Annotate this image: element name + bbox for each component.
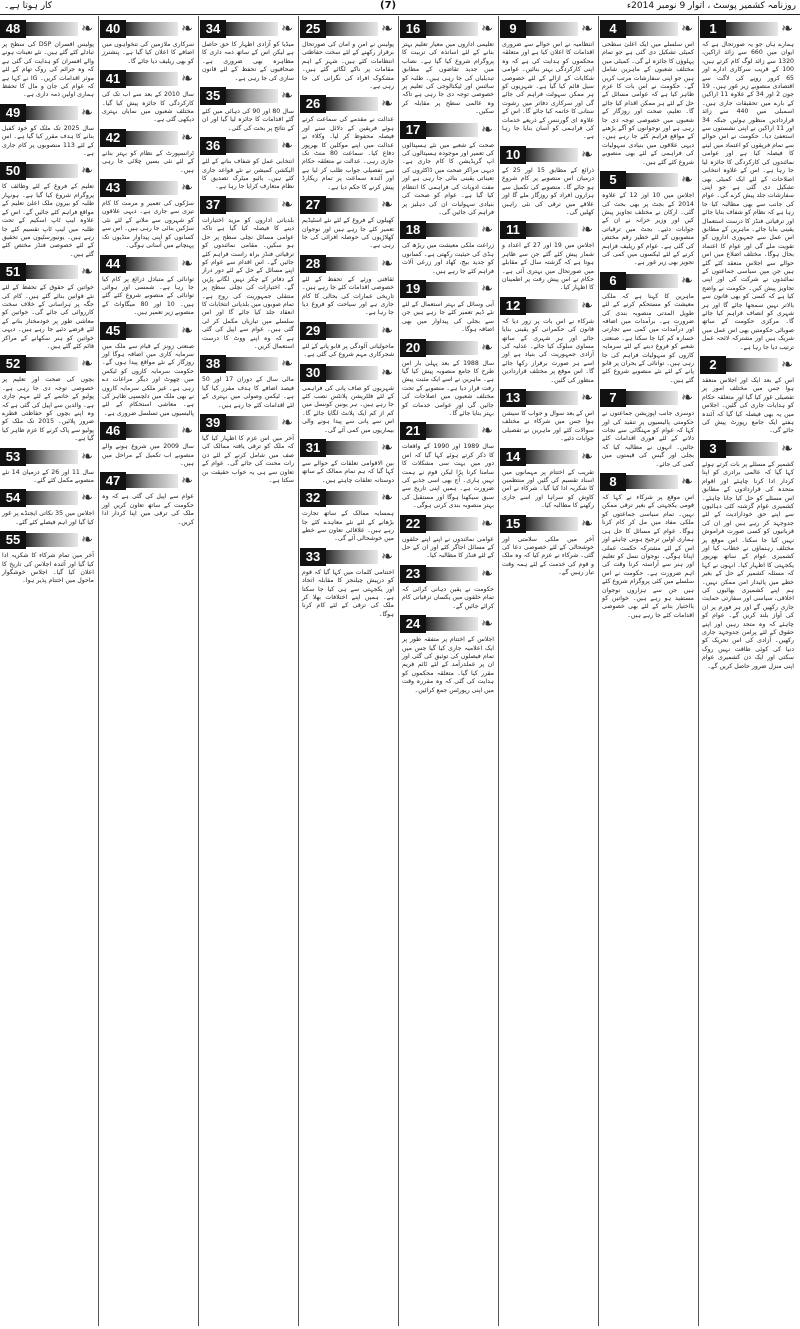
article-paragraph: آخر میں تمام شرکاء کا شکریہ ادا کیا گیا اور آئندہ اجلاس کی تاریخ کا اعلان کیا گیا۔ اجلاس خوشگوار ماحول میں اختتام پذیر ہوا۔ [2,552,94,585]
leaf-ornament-icon: ❧ [81,21,93,37]
header-gradient-bar [626,173,678,187]
article-paragraph: سال 2025 تک ملک کو خود کفیل بنانے کا ہدف مقرر کیا گیا ہے۔ اس کے لئے 113 منصوبوں پر کام جاری ہے۔ [2,124,94,158]
leaf-ornament-icon: ❧ [581,390,593,406]
question-number-badge: 26 [300,95,326,113]
leaf-ornament-icon: ❧ [281,196,293,213]
question-header [300,438,396,458]
leaf-ornament-icon: ❧ [581,297,593,314]
question-header [200,19,296,39]
article-paragraph: انتظامیہ نے اس حوالے سے ضروری اقدامات کا اعلان کیا ہے اور متعلقہ محکموں کو ہدایت کی ہے کہ وہ اپنی کارکردگی بہتر بنائیں۔ عوامی شکایات کے ازالے کے لئے خصوصی سیل قائم کیا گیا ہے۔ شہریوں کو ہر ممکن سہولت فراہم کی جائے گی اور سرکاری دفاتر میں رشوت ستانی کا خاتمہ کیا جائے گا۔ اس کے علاوہ ای گورننس کے ذریعے خدمات کی فراہمی کو آسان بنایا جا رہا ہے۔ [502,41,594,141]
question-header [700,19,796,39]
question-header [100,178,196,198]
question-number-badge: 3 [700,440,726,458]
header-gradient-bar [326,366,378,380]
masthead: روزنامہ کشمیر پوسٹ ، اتوار 9 نومبر 2014ء [626,1,796,11]
leaf-ornament-icon: ❧ [81,264,93,281]
header-gradient-bar [426,123,478,137]
leaf-ornament-icon: ❧ [381,197,393,214]
leaf-ornament-icon: ❧ [181,129,193,146]
leaf-ornament-icon: ❧ [781,357,793,374]
question-number-badge: 46 [100,422,126,440]
question-header [600,388,696,408]
question-header [200,195,296,215]
header-gradient-bar [126,22,178,36]
leaf-ornament-icon: ❧ [181,21,193,37]
question-header [0,488,96,508]
leaf-ornament-icon: ❧ [481,339,493,356]
article-paragraph: سال 1988 کے بعد پہلی بار اس طرح کا جامع منصوبہ پیش کیا گیا ہے۔ ماہرین نے اسے ایک مثبت پیش رفت قرار دیا ہے۔ منصوبے کے تحت مختلف شعبوں میں اصلاحات کی جائیں گی اور عوامی خدمات کو بہتر بنایا جائے گا۔ [402,359,494,417]
header-gradient-bar [126,131,178,145]
article-paragraph: تعلیمی اداروں میں معیار تعلیم بہتر بنانے کے لئے اساتذہ کی تربیت کا پروگرام شروع کیا گیا ہے۔ نصاب میں جدید تقاضوں کے مطابق تبدیلیاں کی جا رہی ہیں۔ طلبہ کو سائنس اور ٹیکنالوجی کی تعلیم پر خصوصی توجہ دی جا رہی ہے تاکہ وہ عالمی سطح پر مقابلہ کر سکیں۔ [402,41,494,116]
question-number-badge: 41 [100,70,126,88]
header-gradient-bar [226,357,278,371]
header-gradient-bar [326,441,378,455]
article-paragraph: اجلاس میں 19 اور 27 کے اعداد و شمار پیش کئے گئے جن سے ظاہر ہوتا ہے کہ گزشتہ سال کے مقابلے میں صورتحال میں بہتری آئی ہے۔ حکام نے اس پیش رفت پر اطمینان کا اظہار کیا۔ [502,242,594,292]
leaf-ornament-icon: ❧ [181,423,193,440]
leaf-ornament-icon: ❧ [281,138,293,155]
question-number-badge: 11 [500,221,526,239]
article-paragraph: شہریوں کو صاف پانی کی فراہمی کے لئے فلٹریشن پلانٹس نصب کئے جا رہے ہیں۔ ہر یونین کونسل میں کم از کم ایک پلانٹ لگایا جائے گا۔ اس سے پانی سے پیدا ہونے والی بیماریوں میں کمی آئے گی۔ [302,384,394,434]
article-paragraph: تعلیم کے فروغ کے لئے وظائف کا پروگرام شروع کیا گیا ہے۔ ہونہار طلبہ کو بیرون ملک اعلیٰ تعلیم کے مواقع فراہم کئے جائیں گے۔ اس کے علاوہ لیپ ٹاپ اسکیم کے تحت طلبہ میں لیپ ٹاپ تقسیم کئے جا رہے ہیں۔ یونیورسٹیوں میں تحقیق کے لئے خصوصی فنڈز مختص کئے گئے ہیں۔ [2,183,94,258]
article-paragraph: صحت کے شعبے میں نئے ہسپتالوں کی تعمیر اور موجودہ ہسپتالوں کی اپ گریڈیشن کا کام جاری ہے۔ دیہی مراکز صحت میں ڈاکٹروں کی تعیناتی یقینی بنائی جا رہی ہے اور مفت ادویات کی فراہمی کا انتظام کیا گیا ہے۔ عوام کو صحت کی بنیادی سہولیات ان کی دہلیز پر فراہم کی جائیں گی۔ [402,141,494,216]
header-gradient-bar [26,450,78,464]
header-gradient-bar [626,274,678,288]
leaf-ornament-icon: ❧ [381,490,393,507]
question-number-badge: 37 [200,196,226,214]
article-paragraph: سڑکوں کی تعمیر و مرمت کا کام تیزی سے جاری ہے۔ دیہی علاقوں کو شہروں سے ملانے کے لئے نئی سڑکیں بنائی جا رہی ہیں۔ اس سے کسانوں کو اپنی پیداوار منڈیوں تک پہنچانے میں آسانی ہوگی۔ [102,200,194,250]
header-gradient-bar [326,257,378,271]
article-column [300,16,396,1326]
article-column [600,16,696,1326]
question-number-badge: 21 [400,422,426,440]
leaf-ornament-icon: ❧ [281,21,293,37]
question-header [500,514,596,534]
header-gradient-bar [426,341,478,355]
question-header [100,128,196,148]
header-gradient-bar [26,106,78,120]
article-paragraph: ماحولیاتی آلودگی پر قابو پانے کے لئے شجرکاری مہم شروع کی گئی ہے۔ [302,342,394,359]
question-number-badge: 50 [0,162,26,180]
leaf-ornament-icon: ❧ [781,21,793,37]
article-column [700,16,796,1326]
article-paragraph: ماہرین کا کہنا ہے کہ ملکی معیشت کو مستحکم کرنے کے لئے طویل المدتی منصوبہ بندی کی ضرورت ہے۔ برآمدات میں اضافہ اور درآمدات میں کمی سے تجارتی خسارہ کم کیا جا سکتا ہے۔ صنعتی شعبے کو فروغ دینے کے لئے سرمایہ کاروں کو سہولیات فراہم کی جا رہی ہیں۔ توانائی کے بحران پر قابو پانے کے لئے نئے منصوبے شروع کئے گئے ہیں۔ [602,292,694,384]
header-gradient-bar [26,164,78,178]
question-number-badge: 4 [600,20,626,38]
article-paragraph: کشمیر کے مسئلے پر بات کرتے ہوئے کہا گیا کہ عالمی برادری کو اپنا کردار ادا کرنا چاہئے اور اقوام متحدہ کی قراردادوں کے مطابق اس مسئلے کو حل کیا جانا چاہئے۔ کشمیری عوام گزشتہ کئی دہائیوں سے اپنے حق خودارادیت کے لئے جدوجہد کر رہے ہیں اور ان کی قربانیوں کو کسی صورت فراموش نہیں کیا جا سکتا۔ اس موقع پر مختلف رہنماؤں نے خطاب کیا اور کشمیری عوام کے ساتھ بھرپور یکجہتی کا اظہار کیا۔ انہوں نے کہا کہ مسئلہ کشمیر کے حل کے بغیر خطے میں پائیدار امن ممکن نہیں۔ ہم اپنے کشمیری بھائیوں کی اخلاقی، سیاسی اور سفارتی حمایت جاری رکھیں گے اور ہر فورم پر ان کی آواز بلند کریں گے۔ عوام کو چاہئے کہ وہ متحد رہیں اور اپنے حقوق کے لئے پرامن جدوجہد جاری رکھیں۔ آزادی کی اس تحریک کو دنیا کی کوئی طاقت نہیں روک سکتی اور ایک دن کشمیری عوام اپنی منزل ضرور حاصل کریں گے۔ [702,460,794,670]
header-gradient-bar [126,257,178,271]
question-number-badge: 14 [500,448,526,466]
question-header [300,321,396,341]
question-number-badge: 9 [500,20,526,38]
leaf-ornament-icon: ❧ [181,473,193,490]
header-gradient-bar [326,550,378,564]
question-header [100,254,196,274]
header-gradient-bar [526,299,578,313]
column-divider [498,16,499,1326]
question-header [600,19,696,39]
leaf-ornament-icon: ❧ [381,21,393,37]
header-gradient-bar [126,474,178,488]
question-header [700,439,796,459]
header-gradient-bar [26,533,78,547]
article-column [500,16,596,1326]
question-number-badge: 39 [200,414,226,432]
article-paragraph: سال 11 اور 26 کے درمیان 14 نئے منصوبے مکمل کئے گئے۔ [2,468,94,485]
question-number-badge: 20 [400,339,426,357]
column-divider [298,16,299,1326]
question-header [400,120,496,140]
question-number-badge: 18 [400,221,426,239]
article-paragraph: آخر میں اس عزم کا اظہار کیا گیا کہ ملک کو ترقی یافتہ ممالک کی صف میں شامل کرنے کے لئے دن رات محنت کی جائے گی۔ عوام کے تعاون سے ہی یہ خواب حقیقت بن سکتا ہے۔ [202,435,294,485]
question-header [0,103,96,123]
header-gradient-bar [26,491,78,505]
question-header [400,279,496,299]
question-number-badge: 17 [400,121,426,139]
question-number-badge: 12 [500,297,526,315]
question-number-badge: 45 [100,322,126,340]
question-number-badge: 31 [300,439,326,457]
leaf-ornament-icon: ❧ [581,222,593,239]
question-number-badge: 53 [0,448,26,466]
header-gradient-bar [26,22,78,36]
question-number-badge: 22 [400,515,426,533]
article-paragraph: آخر میں ملکی سلامتی اور خوشحالی کے لئے خصوصی دعا کی گئی۔ شرکاء نے عزم کیا کہ وہ ملک و قوم کی خدمت کے لئے ہمہ وقت تیار رہیں گے۔ [502,535,594,577]
question-number-badge: 10 [500,146,526,164]
question-number-badge: 1 [700,20,726,38]
header-gradient-bar [326,97,378,111]
leaf-ornament-icon: ❧ [381,440,393,456]
question-header [0,262,96,282]
question-number-badge: 13 [500,389,526,407]
leaf-ornament-icon: ❧ [81,532,93,549]
question-number-badge: 55 [0,531,26,549]
article-paragraph: صنعتی زونز کے قیام سے ملک میں سرمایہ کاری میں اضافہ ہوگا اور روزگار کے نئے مواقع پیدا ہوں گے۔ حکومت سرمایہ کاروں کو ٹیکس میں چھوٹ اور دیگر مراعات دے رہی ہے۔ غیر ملکی سرمایہ کاروں نے بھی ملک میں دلچسپی ظاہر کی ہے۔ معاشی استحکام کے لئے پالیسیوں میں تسلسل ضروری ہے۔ [102,342,194,417]
leaf-ornament-icon: ❧ [581,515,593,532]
header-gradient-bar [226,89,278,103]
article-paragraph: ذرائع کے مطابق 15 اور 25 کے درمیان اس منصوبے پر کام شروع ہو جائے گا۔ منصوبے کی تکمیل سے ہزاروں افراد کو روزگار ملے گا اور علاقے میں ترقی کی نئی راہیں کھلیں گی۔ [502,166,594,216]
question-number-badge: 7 [600,389,626,407]
leaf-ornament-icon: ❧ [681,21,693,37]
article-paragraph: بین الاقوامی تعلقات کے حوالے سے کہا گیا کہ ہم تمام ممالک کے ساتھ دوستانہ تعلقات چاہتے ہیں۔ [302,460,394,484]
question-header [100,69,196,89]
leaf-ornament-icon: ❧ [381,322,393,339]
header-gradient-bar [226,139,278,153]
header-gradient-bar [526,450,578,464]
column-divider [698,16,699,1326]
question-header [100,321,196,341]
article-paragraph: مالی سال کے دوران 17 اور 50 فیصد اضافے کا ہدف مقرر کیا گیا ہے۔ ٹیکس وصولی میں بہتری کے لئے اقدامات کئے جا رہے ہیں۔ [202,376,294,409]
header-gradient-bar [426,617,478,631]
question-header [300,363,396,383]
article-paragraph: ٹرانسپورٹ کے نظام کو بہتر بنانے کے لئے نئی بسیں چلائی جا رہی ہیں۔ [102,149,194,174]
article-paragraph: توانائی کے متبادل ذرائع پر کام کیا جا رہا ہے۔ شمسی اور ہوائی توانائی کے منصوبے شروع کئے گئے ہیں۔ 10 اور 80 میگاواٹ کے منصوبے زیر تعمیر ہیں۔ [102,275,194,317]
question-header [700,355,796,375]
question-number-badge: 16 [400,20,426,38]
question-header [500,220,596,240]
question-header [0,161,96,181]
leaf-ornament-icon: ❧ [181,255,193,272]
leaf-ornament-icon: ❧ [581,146,593,163]
question-number-badge: 32 [300,489,326,507]
article-paragraph: پولیس نے امن و امان کی صورتحال برقرار رکھنے کے لئے سخت حفاظتی انتظامات کئے ہیں۔ شہر کے اہم مقامات پر ناکے لگائے گئے ہیں۔ مشکوک افراد کی نگرانی کی جا رہی ہے۔ [302,41,394,91]
leaf-ornament-icon: ❧ [381,548,393,565]
question-number-badge: 15 [500,515,526,533]
article-paragraph: بچوں کی صحت اور تعلیم پر خصوصی توجہ دی جا رہی ہے۔ پولیو کے خاتمے کے لئے مہم جاری ہے۔ والدین سے اپیل کی گئی ہے کہ وہ اپنے بچوں کو حفاظتی قطرے ضرور پلائیں۔ 2015 تک ملک کو پولیو سے پاک کرنے کا عزم ظاہر کیا گیا ہے۔ [2,376,94,443]
leaf-ornament-icon: ❧ [81,356,93,373]
question-header [300,254,396,274]
header-gradient-bar [626,391,678,405]
leaf-ornament-icon: ❧ [81,448,93,465]
question-header [500,447,596,467]
article-paragraph: ہمارے ہاں جو یہ صورتحال ہے کہ ایوان میں 660 سے زائد اراکین، 1320 سے زائد لوگ کام کرتے ہیں، 100 کے قریب سرکاری ادارے اور 65 کرور روپے کی لاگت سے اقتصادی منصوبے زیر غور ہیں۔ 19 جون 2 اور 34 کے علاوہ 11 اراکین کے بارے میں تحقیقات جاری ہیں۔ اسمبلی میں 440 سے زائد قراردادیں منظور ہوئیں جبکہ 34 اور 11 اراکین نے اپنی نشستوں سے استعفیٰ دیا۔ حکومت نے اس حوالے سے تمام فریقوں کو اعتماد میں لینے کا فیصلہ کیا ہے اور عوامی نمائندوں کی کارکردگی کا جائزہ لیا جا رہا ہے۔ اس کے علاوہ انتخابی اصلاحات کے لئے ایک کمیٹی بھی تشکیل دی گئی ہے جو اپنی سفارشات جلد پیش کرے گی۔ عوام کی جانب سے بھی مطالبہ کیا جا رہا ہے کہ نظام کو شفاف بنایا جائے اور ترقیاتی فنڈز کا درست استعمال یقینی بنایا جائے۔ ماہرین کے مطابق اس عمل سے جمہوری اداروں کو تقویت ملے گی اور عوام کا اعتماد بحال ہوگا۔ مختلف اضلاع میں اس حوالے سے اجلاس منعقد کئے گئے ہیں جن میں سیاسی جماعتوں کے نمائندوں نے شرکت کی اور اپنی تجاویز پیش کیں۔ حکومت نے واضح کیا ہے کہ کسی کو بھی قانون سے بالاتر نہیں سمجھا جائے گا اور ہر شہری کو انصاف فراہم کیا جائے گا۔ مرکزی حکومت کے ساتھ صوبائی حکومتیں بھی اس عمل میں شریک ہیں اور مشترکہ لائحہ عمل ترتیب دیا جا رہا ہے۔ [702,41,794,351]
column-divider [598,16,599,1326]
article-paragraph: اس کے بعد سوال و جواب کا سیشن ہوا جس میں شرکاء نے مختلف سوالات کئے اور ماہرین نے تفصیلی جوابات دئیے۔ [502,410,594,443]
question-header [200,86,296,106]
leaf-ornament-icon: ❧ [81,490,93,507]
header-gradient-bar [326,491,378,505]
article-paragraph: عوامی نمائندوں نے اپنے اپنے حلقوں کے مسائل اجاگر کئے اور ان کے حل کے لئے فنڈز کا مطالبہ کیا۔ [402,535,494,560]
article-column [0,16,96,1326]
header-gradient-bar [326,324,378,338]
question-header [0,354,96,374]
question-number-badge: 24 [400,615,426,633]
question-number-badge: 44 [100,255,126,273]
leaf-ornament-icon: ❧ [81,163,93,180]
question-header [500,145,596,165]
page-number: (7) [380,0,397,11]
article-paragraph: اجلاس میں 10 اور 12 کے علاوہ 2014 کے بجٹ پر بھی بحث کی گئی۔ ارکان نے مختلف تجاویز پیش کیں اور وزیر خزانہ نے ان کے جوابات دئیے۔ بجٹ میں ترقیاتی منصوبوں کے لئے خطیر رقم مختص کی گئی ہے۔ عوام کو ریلیف فراہم کرنے کے لئے ٹیکسوں میں کمی کی تجویز بھی زیر غور ہے۔ [602,192,694,267]
question-header [0,447,96,467]
leaf-ornament-icon: ❧ [581,21,593,37]
article-column [400,16,496,1326]
article-paragraph: اس کے بعد ایک اور اجلاس منعقد ہوا جس میں مختلف امور پر تفصیلی غور کیا گیا اور متعلقہ حکام کو ہدایات جاری کی گئیں۔ اجلاس میں یہ بھی فیصلہ کیا گیا کہ آئندہ ہفتے ایک جامع رپورٹ پیش کی جائے گی۔ [702,377,794,435]
article-paragraph: تقریب کے اختتام پر مہمانوں میں اسناد تقسیم کی گئیں اور منتظمین کا شکریہ ادا کیا گیا۔ شرکاء نے اس کاوش کو سراہا اور اسے جاری رکھنے کا مطالبہ کیا۔ [502,468,594,510]
header-gradient-bar [426,22,478,36]
header-gradient-bar [26,265,78,279]
article-paragraph: اجلاس کے اختتام پر متفقہ طور پر ایک اعلامیہ جاری کیا گیا جس میں تمام فیصلوں کی توثیق کی گئی اور ان پر عملدرآمد کے لئے ٹائم فریم مقرر کیا گیا۔ متعلقہ محکموں کو ہدایت کی گئی کہ وہ مقررہ وقت میں اپنی رپورٹس جمع کرائیں۔ [402,636,494,694]
question-number-badge: 6 [600,272,626,290]
leaf-ornament-icon: ❧ [481,280,493,297]
article-paragraph: آبی وسائل کے بہتر استعمال کے لئے نئے ڈیم تعمیر کئے جا رہے ہیں جن سے بجلی کی پیداوار میں بھی اضافہ ہوگا۔ [402,300,494,334]
header-gradient-bar [226,416,278,430]
header-gradient-bar [726,22,778,36]
article-paragraph: بلدیاتی اداروں کو مزید اختیارات دینے کا فیصلہ کیا گیا ہے تاکہ عوامی مسائل نچلی سطح پر حل ہو سکیں۔ مقامی نمائندوں کو ترقیاتی فنڈز براہ راست فراہم کئے جائیں گے۔ اس اقدام سے عوام کو اپنے مسائل کے حل کے لئے دور دراز کے دفاتر کے چکر نہیں لگانے پڑیں گے۔ اختیارات کی نچلی سطح پر منتقلی جمہوریت کی روح ہے۔ تمام صوبوں میں بلدیاتی انتخابات کا انعقاد جلد کیا جائے گا اور اس سلسلے میں تیاریاں مکمل کر لی گئی ہیں۔ عوام سے اپیل کی گئی ہے کہ وہ اپنے ووٹ کا درست استعمال کریں۔ [202,216,294,350]
question-header [400,220,496,240]
leaf-ornament-icon: ❧ [281,415,293,431]
article-paragraph: ہمسایہ ممالک کے ساتھ تجارت بڑھانے کے لئے نئے معاہدے کئے جا رہے ہیں۔ علاقائی تعاون سے خطے میں خوشحالی آئے گی۔ [302,510,394,543]
question-header [300,195,396,215]
leaf-ornament-icon: ❧ [481,616,493,633]
question-number-badge: 42 [100,129,126,147]
leaf-ornament-icon: ❧ [581,448,593,465]
question-number-badge: 54 [0,489,26,507]
question-number-badge: 28 [300,255,326,273]
question-number-badge: 35 [200,87,226,105]
article-paragraph: میڈیا کو آزادی اظہار کا حق حاصل ہے لیکن اس کے ساتھ ذمہ داری کا مظاہرہ بھی ضروری ہے۔ صحافیوں کے تحفظ کے لئے قانون سازی کی جا رہی ہے۔ [202,41,294,82]
question-header [200,413,296,433]
leaf-ornament-icon: ❧ [481,565,493,582]
question-header [500,296,596,316]
article-paragraph: سال 2010 کے بعد سے اب تک کی کارکردگی کا جائزہ پیش کیا گیا۔ مختلف شعبوں میں نمایاں بہتری دیکھی گئی ہے۔ [102,91,194,124]
header-gradient-bar [126,324,178,338]
header-gradient-bar [426,517,478,531]
article-paragraph: سال 80 اور 90 کی دہائی میں کئے گئے اقدامات کا جائزہ لیا گیا اور ان کے نتائج پر بحث کی گئی۔ [202,108,294,132]
question-header [400,564,496,584]
leaf-ornament-icon: ❧ [481,222,493,239]
header-gradient-bar [526,391,578,405]
question-header [400,338,496,358]
article-paragraph: شرکاء نے اس بات پر زور دیا کہ قانون کی حکمرانی کو یقینی بنایا جائے اور ہر شہری کے ساتھ مساوی سلوک کیا جائے۔ عدلیہ کی آزادی جمہوریت کی بنیاد ہے اور اسے ہر صورت برقرار رکھا جائے گا۔ اس موقع پر مختلف قراردادیں منظور کی گئیں۔ [502,317,594,384]
article-paragraph: دوسری جانب اپوزیشن جماعتوں نے حکومتی پالیسیوں پر تنقید کی اور کہا کہ عوام کو مہنگائی سے نجات دلانے کے لئے فوری اقدامات کئے جائیں۔ انہوں نے مطالبہ کیا کہ بجلی اور گیس کی قیمتوں میں کمی کی جائے۔ [602,410,694,468]
header-gradient-bar [526,148,578,162]
question-number-badge: 30 [300,364,326,382]
question-header [300,19,396,39]
article-paragraph: ثقافتی ورثے کے تحفظ کے لئے خصوصی اقدامات کئے جا رہے ہیں۔ تاریخی عمارات کی بحالی کا کام جاری ہے اور سیاحت کو فروغ دیا جا رہا ہے۔ [302,275,394,317]
article-paragraph: اس موقع پر شرکاء نے کہا کہ قومی یکجہتی کے بغیر ترقی ممکن نہیں۔ تمام سیاسی جماعتوں کو ملکی مفاد میں مل کر کام کرنا ہوگا۔ عوام کے مسائل کا حل ہی ہماری اولین ترجیح ہونی چاہئے اور اس کے لئے مشترکہ حکمت عملی اپنانا ہوگی۔ نوجوان نسل کو تعلیم اور ہنر سے آراستہ کرنا وقت کی اہم ضرورت ہے۔ حکومت نے اس سلسلے میں کئی پروگرام شروع کئے ہیں جن سے ہزاروں نوجوان مستفید ہو رہے ہیں۔ خواتین کو بااختیار بنانے کے لئے بھی خصوصی اقدامات کئے جا رہے ہیں۔ [602,494,694,619]
article-paragraph: عوام سے اپیل کی گئی ہے کہ وہ حکومت کے ساتھ تعاون کریں اور ملک کی ترقی میں اپنا کردار ادا کریں۔ [102,493,194,526]
header-gradient-bar [726,358,778,372]
leaf-ornament-icon: ❧ [281,356,293,373]
question-header [100,19,196,39]
column-divider [398,16,399,1326]
leaf-ornament-icon: ❧ [681,272,693,289]
question-number-badge: 48 [0,20,26,38]
question-header [100,471,196,491]
question-header [0,530,96,550]
question-header [400,514,496,534]
question-header [100,421,196,441]
leaf-ornament-icon: ❧ [681,474,693,491]
header-gradient-bar [626,22,678,36]
article-paragraph: سرکاری ملازمین کی تنخواہوں میں اضافے کا اعلان کیا گیا ہے۔ پنشنرز کو بھی ریلیف دیا جائے گا۔ [102,41,194,65]
question-header [400,19,496,39]
header-gradient-bar [726,442,778,456]
question-header [300,488,396,508]
question-number-badge: 25 [300,20,326,38]
header-gradient-bar [126,181,178,195]
question-number-badge: 49 [0,104,26,122]
leaf-ornament-icon: ❧ [781,440,793,457]
question-header [600,170,696,190]
header-gradient-bar [426,567,478,581]
leaf-ornament-icon: ❧ [381,364,393,381]
leaf-ornament-icon: ❧ [181,71,193,88]
leaf-ornament-icon: ❧ [481,21,493,37]
leaf-ornament-icon: ❧ [181,180,193,197]
column-divider [98,16,99,1326]
article-paragraph: اجلاس میں 35 نکاتی ایجنڈے پر غور کیا گیا اور اہم فیصلے کئے گئے۔ [2,510,94,526]
header-gradient-bar [526,223,578,237]
question-number-badge: 2 [700,356,726,374]
leaf-ornament-icon: ❧ [281,88,293,105]
leaf-ornament-icon: ❧ [381,255,393,272]
question-number-badge: 40 [100,20,126,38]
question-number-badge: 8 [600,473,626,491]
leaf-ornament-icon: ❧ [681,172,693,189]
header-gradient-bar [226,22,278,36]
question-number-badge: 23 [400,565,426,583]
header-gradient-bar [426,223,478,237]
question-header [600,472,696,492]
header-gradient-bar [526,22,578,36]
article-paragraph: زراعت ملکی معیشت میں ریڑھ کی ہڈی کی حیثیت رکھتی ہے۔ کسانوں کو جدید بیج، کھاد اور زرعی آلات فراہم کئے جا رہے ہیں۔ [402,242,494,275]
article-paragraph: سال 2009 میں شروع ہونے والے منصوبے اب تکمیل کے مراحل میں ہیں۔ [102,443,194,467]
article-paragraph: خواتین کے حقوق کے تحفظ کے لئے نئے قوانین بنائے گئے ہیں۔ کام کی جگہ پر ہراسانی کے خلاف سخت کارروائی کی جائے گی۔ خواتین کو معاشی طور پر خودمختار بنانے کے لئے قرضے دئیے جا رہے ہیں۔ دیہی خواتین کو ہنر سکھانے کے مراکز قائم کئے گئے ہیں۔ [2,284,94,350]
header-gradient-bar [426,282,478,296]
question-header [200,354,296,374]
header-gradient-bar [326,198,378,212]
question-header [600,271,696,291]
leaf-ornament-icon: ❧ [81,104,93,121]
article-column [200,16,296,1326]
header-gradient-bar [126,72,178,86]
article-paragraph: حکومت نے یقین دہانی کرائی کہ تمام حلقوں میں یکساں ترقیاتی کام کرائے جائیں گے۔ [402,585,494,610]
question-number-badge: 33 [300,548,326,566]
question-number-badge: 38 [200,355,226,373]
question-number-badge: 19 [400,280,426,298]
header-gradient-bar [426,424,478,438]
header-gradient-bar [26,357,78,371]
question-header [0,19,96,39]
question-header [500,19,596,39]
header-gradient-bar [626,475,678,489]
question-header [200,136,296,156]
question-number-badge: 51 [0,263,26,281]
question-header [300,547,396,567]
article-paragraph: سال 1989 اور 1990 کے واقعات کا ذکر کرتے ہوئے کہا گیا کہ اس دور میں بہت سی مشکلات کا سامنا کرنا پڑا لیکن قوم نے ہمت نہیں ہاری۔ آج بھی اسی جذبے کی ضرورت ہے۔ ہمیں اپنی تاریخ سے سبق سیکھنا ہوگا اور مستقبل کی بہتر منصوبہ بندی کرنی ہوگی۔ [402,443,494,510]
leaf-ornament-icon: ❧ [681,390,693,407]
article-paragraph: اس سلسلے میں ایک اعلیٰ سطحی کمیٹی تشکیل دی گئی ہے جو تمام پہلوؤں کا جائزہ لے گی۔ کمیٹی میں مختلف شعبوں کے ماہرین شامل ہیں جو اپنی سفارشات مرتب کریں گے۔ حکومت نے اس بات کا عزم ظاہر کیا ہے کہ عوامی مسائل کے حل کے لئے ہر ممکن اقدام کیا جائے گا۔ تعلیم، صحت اور روزگار کے شعبوں میں خصوصی توجہ دی جا رہی ہے اور نوجوانوں کو آگے بڑھنے کے مواقع فراہم کئے جا رہے ہیں۔ دیہی علاقوں میں بنیادی سہولیات کی فراہمی کے لئے بھی منصوبے شروع کئے گئے ہیں۔ [602,41,694,166]
page-header [0,0,800,15]
question-number-badge: 34 [200,20,226,38]
article-paragraph: عدالت نے مقدمے کی سماعت کرتے ہوئے فریقین کے دلائل سنے اور فیصلہ محفوظ کر لیا۔ وکلاء نے عدالت میں اپنے موکلین کا بھرپور دفاع کیا۔ سماعت 80 منٹ تک جاری رہی۔ عدالت نے متعلقہ حکام سے تفصیلی جواب طلب کر لیا ہے اور آئندہ سماعت پر تمام ریکارڈ پیش کرنے کا حکم دیا ہے۔ [302,116,394,191]
header-gradient-bar [226,198,278,212]
column-divider [198,16,199,1326]
leaf-ornament-icon: ❧ [381,96,393,113]
question-number-badge: 43 [100,179,126,197]
leaf-ornament-icon: ❧ [181,322,193,339]
article-column [100,16,196,1326]
leaf-ornament-icon: ❧ [481,121,493,138]
question-number-badge: 5 [600,171,626,189]
question-number-badge: 27 [300,196,326,214]
leaf-ornament-icon: ❧ [481,423,493,440]
header-gradient-bar [526,517,578,531]
article-paragraph: انتخابی عمل کو شفاف بنانے کے لئے الیکشن کمیشن نے نئے قواعد جاری کئے ہیں۔ بائیو میٹرک تصدیق کا نظام متعارف کرایا جا رہا ہے۔ [202,158,294,191]
question-number-badge: 36 [200,137,226,155]
leaf-ornament-icon: ❧ [481,515,493,532]
article-paragraph: کھیلوں کے فروغ کے لئے نئے اسٹیڈیم تعمیر کئے جا رہے ہیں اور نوجوان کھلاڑیوں کی حوصلہ افزائی کی جا رہی ہے۔ [302,217,394,250]
article-paragraph: اختتامی کلمات میں کہا گیا کہ قوم کو درپیش چیلنجز کا مقابلہ اتحاد اور یکجہتی سے ہی کیا جا سکتا ہے۔ ہمیں اپنے اختلافات بھلا کر ملک کی ترقی کے لئے کام کرنا ہوگا۔ [302,568,394,618]
question-header [400,614,496,634]
article-paragraph: پولیس افسران DSP کی سطح پر تبادلے کئے گئے ہیں۔ نئے تعینات ہونے والے افسران کو ہدایت کی گئی ہے کہ وہ جرائم کی روک تھام کے لئے موثر اقدامات کریں۔ IG نے کہا ہے کہ عوام کی جان و مال کا تحفظ ہماری اولین ذمہ داری ہے۔ [2,41,94,99]
question-header [400,421,496,441]
question-header [500,388,596,408]
header-gradient-bar [126,424,178,438]
header-gradient-bar [326,22,378,36]
question-number-badge: 29 [300,322,326,340]
question-number-badge: 47 [100,472,126,490]
header-left-label: کار ہوتا ہے۔ [4,1,53,11]
question-header [300,94,396,114]
question-number-badge: 52 [0,355,26,373]
